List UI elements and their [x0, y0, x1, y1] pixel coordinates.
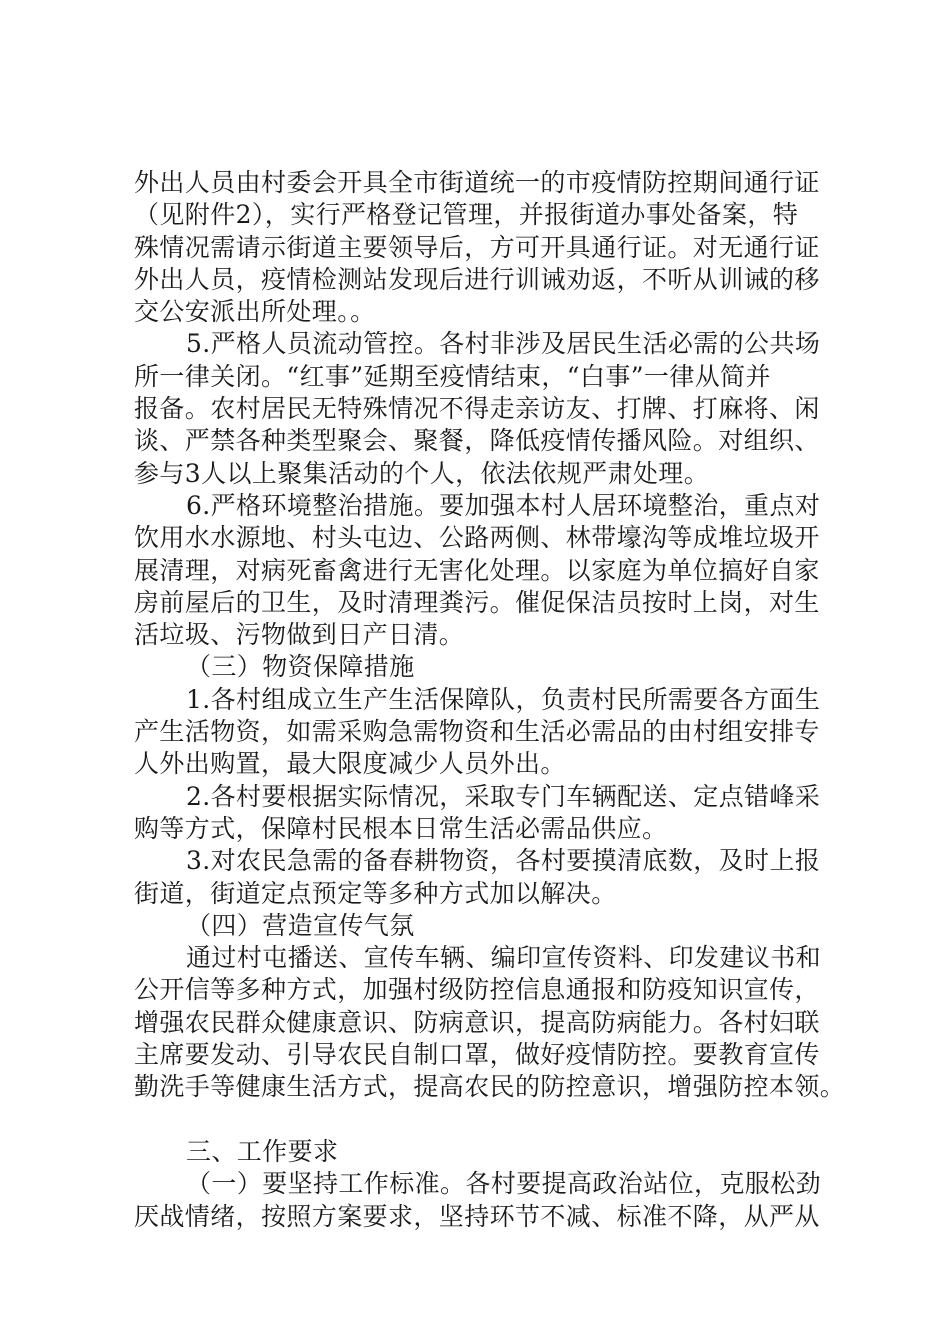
item-3-start: 3.对农民急需的备春耕物资，各村要摸清底数，及时上报 — [186, 846, 821, 876]
paragraph-6-start: 6.严格环境整治措施。要加强本村人居环境整治，重点对 — [186, 490, 821, 520]
text-line: 谈、严禁各种类型聚会、聚餐，降低疫情传播风险。对组织、 — [134, 426, 820, 456]
text-line: 殊情况需请示街道主要领导后，方可开具通行证。对无通行证 — [134, 232, 820, 262]
text-line: 勤洗手等健康生活方式，提高农民的防控意识，增强防控本领。 — [134, 1072, 846, 1102]
text-line: 人外出购置，最大限度减少人员外出。 — [134, 749, 566, 779]
text-line: 增强农民群众健康意识、防病意识，提高防病能力。各村妇联 — [134, 1007, 820, 1037]
text-line: （见附件2），实行严格登记管理，并报街道办事处备案，特 — [134, 200, 799, 230]
section-heading-materials: （三）物资保障措施 — [186, 652, 415, 682]
item-2-start: 2.各村要根据实际情况，采取专门车辆配送、定点错峰采 — [186, 781, 821, 811]
text-line: 所一律关闭。“红事”延期至疫情结束，“白事”一律从简并 — [134, 361, 771, 391]
text-line: 厌战情绪，按照方案要求，坚持环节不减、标准不降，从严从 — [134, 1201, 820, 1231]
document-body — [134, 167, 846, 1233]
paragraph-5-start: 5.严格人员流动管控。各村非涉及居民生活必需的公共场 — [186, 329, 821, 359]
text-line: 参与3人以上聚集活动的个人，依法依规严肃处理。 — [134, 458, 710, 488]
text-line: 公开信等多种方式，加强村级防控信息通报和防疫知识宣传， — [134, 975, 820, 1005]
blank-line — [134, 1104, 834, 1136]
item-1-start: 1.各村组成立生产生活保障队，负责村民所需要各方面生 — [186, 684, 821, 714]
publicity-paragraph-start: 通过村屯播送、宣传车辆、编印宣传资料、印发建议书和 — [186, 943, 822, 973]
text-line: 活垃圾、污物做到日产日清。 — [134, 620, 465, 650]
text-line: 购等方式，保障村民根本日常生活必需品供应。 — [134, 813, 668, 843]
text-line: 外出人员，疫情检测站发现后进行训诫劝返，不听从训诫的移 — [134, 264, 820, 294]
text-line: 外出人员由村委会开具全市街道统一的市疫情防控期间通行证 — [134, 168, 820, 197]
text-line: 展清理，对病死畜禽进行无害化处理。以家庭为单位搞好自家 — [134, 555, 820, 585]
requirement-1-start: （一）要坚持工作标准。各村要提高政治站位，克服松劲 — [186, 1169, 822, 1199]
section-heading-publicity: （四）营造宣传气氛 — [186, 910, 415, 940]
text-line: 街道，街道定点预定等多种方式加以解决。 — [134, 878, 617, 908]
text-line: 报备。农村居民无特殊情况不得走亲访友、打牌、打麻将、闲 — [134, 394, 820, 424]
text-line: 主席要发动、引导农民自制口罩，做好疫情防控。要教育宣传 — [134, 1040, 820, 1070]
section-heading-requirements: 三、工作要求 — [186, 1136, 339, 1166]
text-line: 交公安派出所处理。。 — [134, 297, 376, 327]
text-line: 产生活物资，如需采购急需物资和生活必需品的由村组安排专 — [134, 717, 820, 747]
text-line: 饮用水水源地、村头屯边、公路两侧、林带壕沟等成堆垃圾开 — [134, 523, 820, 553]
text-line: 房前屋后的卫生，及时清理粪污。催促保洁员按时上岗，对生 — [134, 587, 820, 617]
